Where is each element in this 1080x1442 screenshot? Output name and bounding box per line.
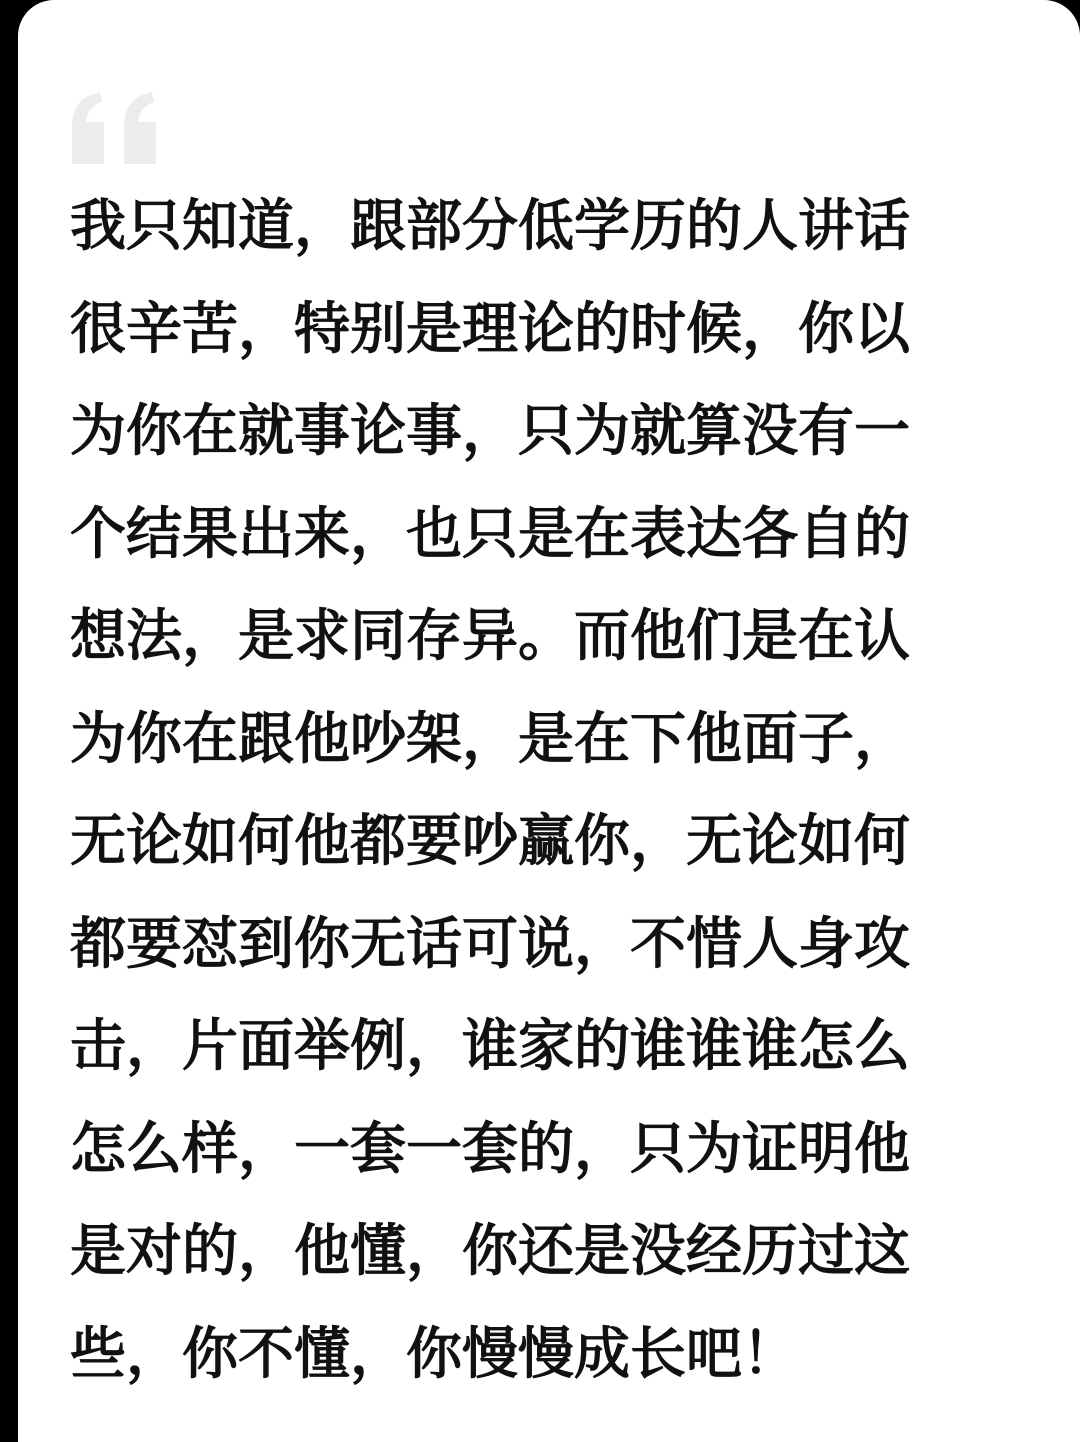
text-line: 想法，是求同存异。而他们是在认	[70, 604, 910, 669]
text-line: 个结果出来，也只是在表达各自的	[70, 501, 910, 567]
text-line: 些，你不懂，你慢慢成长吧！	[70, 1321, 798, 1387]
quote-card	[18, 0, 1080, 1442]
text-line: 是对的，他懂，你还是没经历过这	[70, 1219, 910, 1284]
text-line: 为你在就事论事，只为就算没有一	[70, 399, 910, 464]
open-quote-icon	[66, 92, 166, 168]
text-line: 为你在跟他吵架，是在下他面子，	[70, 706, 910, 772]
text-line: 我只知道，跟部分低学历的人讲话	[70, 194, 910, 259]
text-line: 都要怼到你无话可说，不惜人身攻	[70, 911, 910, 977]
post-body	[70, 176, 1030, 1406]
text-line: 击，片面举例，谁家的谁谁谁怎么	[70, 1014, 910, 1079]
text-line: 无论如何他都要吵赢你，无论如何	[70, 809, 910, 874]
text-line: 怎么样，一套一套的，只为证明他	[70, 1116, 910, 1182]
text-line: 很辛苦，特别是理论的时候，你以	[70, 296, 910, 362]
